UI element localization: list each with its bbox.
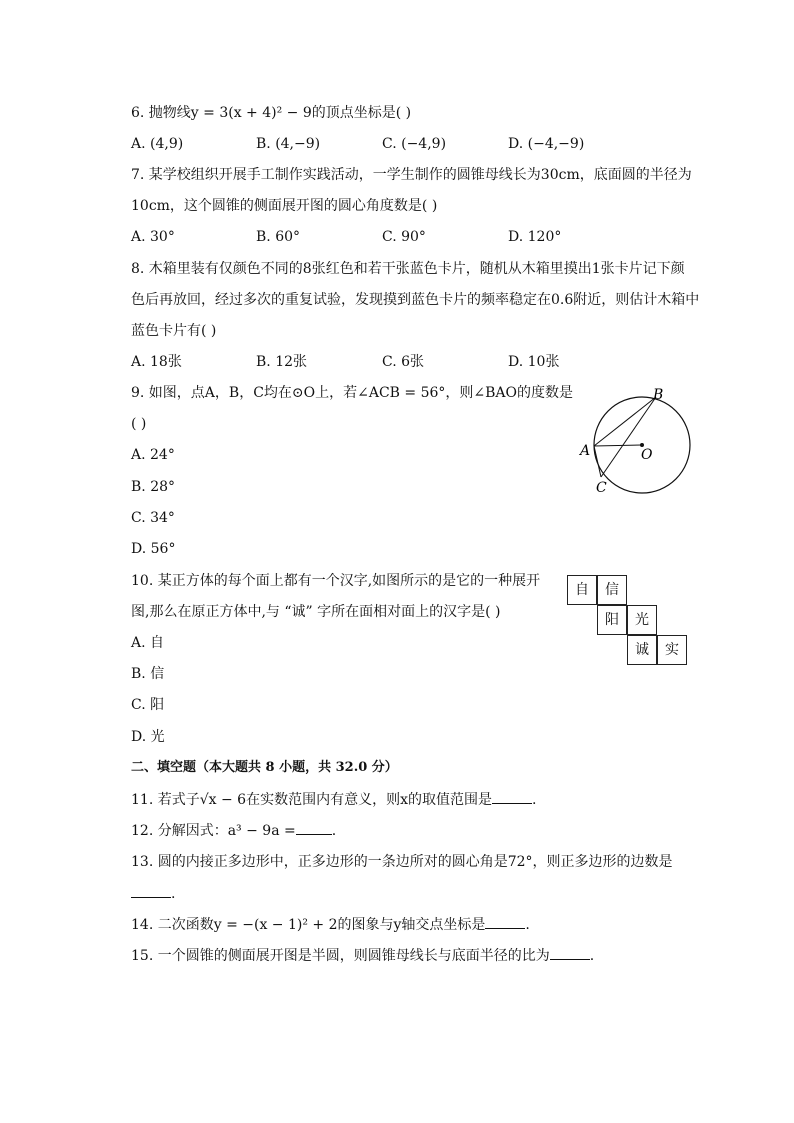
- label-b: B: [653, 387, 664, 403]
- q11-stem: [131, 789, 536, 810]
- q6-option-c: C. (−4,9): [382, 136, 447, 152]
- cube-face-5: 诚: [627, 635, 657, 665]
- q7-stem-line1: 7. 某学校组织开展手工制作实践活动，一学生制作的圆锥母线长为30cm，底面圆的半径为: [131, 167, 692, 183]
- q10-option-a: A. 自: [131, 635, 165, 651]
- q15-text: 15. 一个圆锥的侧面展开图是半圆，则圆锥母线长与底面半径的比为: [131, 948, 550, 964]
- q6-option-b: B. (4,−9): [256, 136, 321, 152]
- q14-stem: [131, 914, 530, 935]
- cube-face-3: 阳: [597, 605, 627, 635]
- q12-answer-blank[interactable]: [296, 820, 332, 835]
- q9-stem-line2: ( ): [131, 416, 147, 432]
- q8-option-c: C. 6张: [382, 354, 425, 370]
- q10-stem-line1: 10. 某正方体的每个面上都有一个汉字,如图所示的是它的一种展开: [131, 573, 541, 589]
- segment-cb: [601, 397, 656, 477]
- q8-stem-line1: 8. 木箱里装有仅颜色不同的8张红色和若干张蓝色卡片，随机从木箱里摸出1张卡片记下颜: [131, 261, 685, 277]
- q9-option-a: A. 24°: [131, 447, 175, 463]
- q11-text: 11. 若式子√x − 6在实数范围内有意义，则x的取值范围是: [131, 792, 492, 808]
- q15-period: .: [589, 948, 595, 964]
- segment-ac: [594, 446, 601, 477]
- q9-option-b: B. 28°: [131, 479, 176, 495]
- q11-answer-blank[interactable]: [492, 789, 532, 804]
- q14-text: 14. 二次函数y = −(x − 1)² + 2的图象与y轴交点坐标是: [131, 917, 486, 933]
- q9-option-d: D. 56°: [131, 541, 176, 557]
- q6-stem: 6. 抛物线y = 3(x + 4)² − 9的顶点坐标是( ): [131, 105, 412, 121]
- q15-answer-blank[interactable]: [550, 945, 590, 960]
- q11-period: .: [531, 792, 537, 808]
- section-heading-fill-in: 二、填空题（本大题共 8 小题，共 32.0 分）: [131, 760, 398, 775]
- cube-face-4: 光: [627, 605, 657, 635]
- segment-ab: [594, 397, 656, 446]
- label-a: A: [580, 443, 591, 459]
- cube-face-2: 信: [597, 575, 627, 605]
- q15-stem: [131, 945, 594, 966]
- q7-option-a: A. 30°: [131, 229, 175, 245]
- q14-answer-blank[interactable]: [485, 914, 525, 929]
- q7-option-b: B. 60°: [256, 229, 301, 245]
- q13-stem-line2: [131, 883, 175, 904]
- q12-text: 12. 分解因式：a³ − 9a =: [131, 823, 296, 839]
- q12-stem: [131, 820, 336, 841]
- q6-option-a: A. (4,9): [131, 136, 184, 152]
- cube-face-1: 自: [567, 575, 597, 605]
- q8-option-d: D. 10张: [508, 354, 560, 370]
- q9-stem-line1: 9. 如图，点A，B，C均在⊙O上，若∠ACB = 56°，则∠BAO的度数是: [131, 385, 574, 401]
- q9-circle-figure: [575, 385, 700, 500]
- q13-stem-line1: 13. 圆的内接正多边形中，正多边形的一条边所对的圆心角是72°，则正多边形的边数是: [131, 854, 673, 870]
- q13-answer-blank[interactable]: [131, 883, 171, 898]
- label-c: C: [596, 480, 607, 496]
- q10-option-d: D. 光: [131, 729, 165, 745]
- q7-option-d: D. 120°: [508, 229, 562, 245]
- q6-option-d: D. (−4,−9): [508, 136, 585, 152]
- q8-stem-line2: 色后再放回，经过多次的重复试验，发现摸到蓝色卡片的频率稳定在0.6附近，则估计木箱中: [131, 292, 700, 308]
- q7-option-c: C. 90°: [382, 229, 426, 245]
- cube-face-6: 实: [657, 635, 687, 665]
- q10-option-c: C. 阳: [131, 697, 165, 713]
- q8-option-a: A. 18张: [131, 354, 182, 370]
- q14-period: .: [525, 917, 530, 933]
- q8-option-b: B. 12张: [256, 354, 308, 370]
- q8-stem-line3: 蓝色卡片有( ): [131, 323, 217, 339]
- q13-period: .: [171, 886, 176, 902]
- segment-ao: [594, 445, 642, 446]
- q12-period: .: [331, 823, 337, 839]
- q7-stem-line2: 10cm，这个圆锥的侧面展开图的圆心角度数是( ): [131, 198, 438, 214]
- q10-option-b: B. 信: [131, 666, 165, 682]
- label-o: O: [641, 447, 653, 463]
- q9-option-c: C. 34°: [131, 510, 175, 526]
- q10-stem-line2: 图,那么在原正方体中,与 “诚” 字所在面相对面上的汉字是( ): [131, 604, 501, 620]
